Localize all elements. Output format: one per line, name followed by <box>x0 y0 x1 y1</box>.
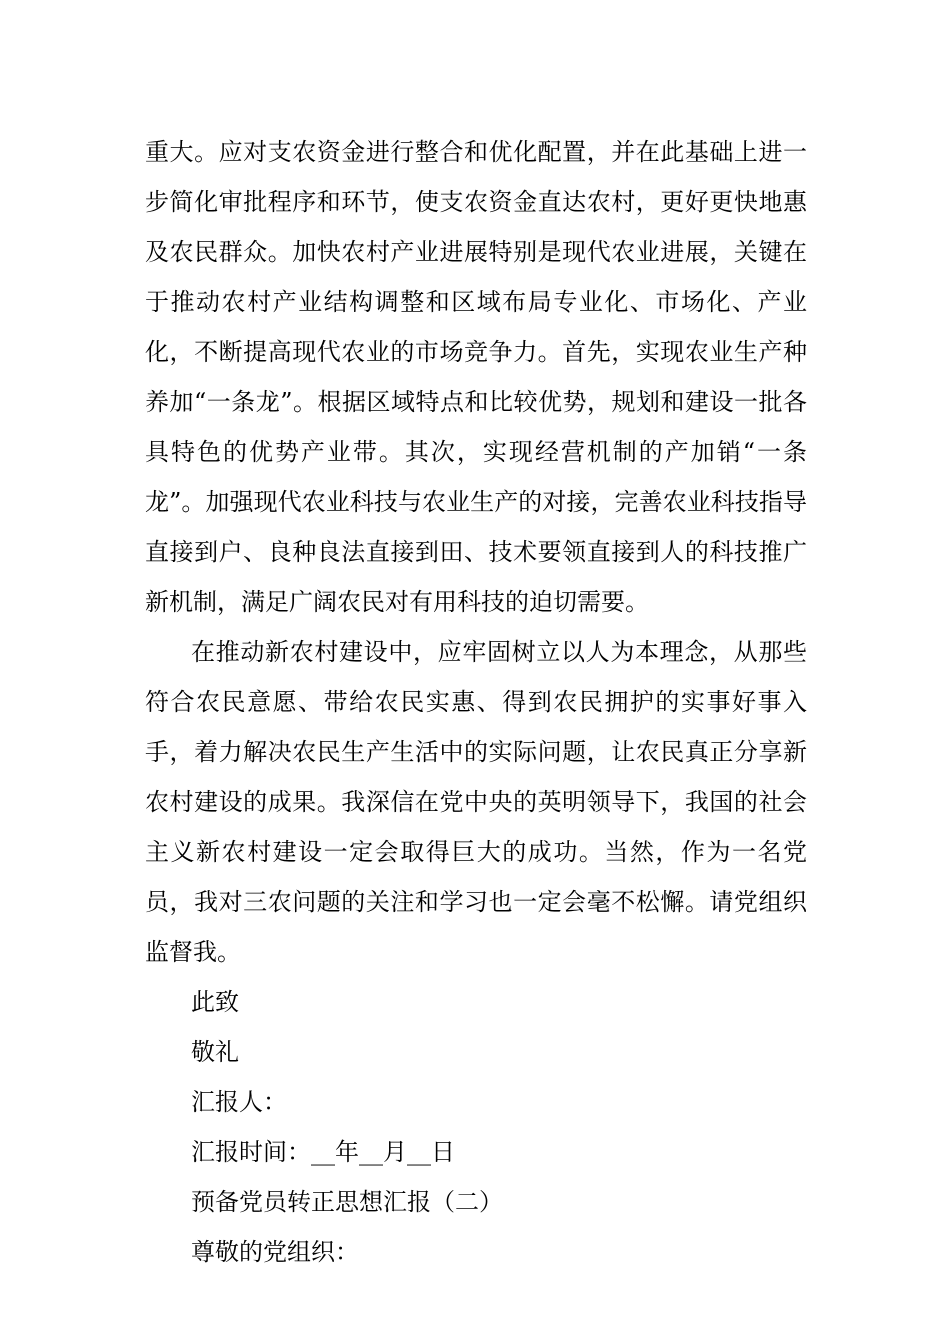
reporter-label: 汇报人： <box>191 1088 287 1116</box>
body-paragraph-1: 重大。应对支农资金进行整合和优化配置，并在此基础上进一步简化审批程序和环节，使支农资金直达农村，更好更快地惠及农民群众。加快农村产业进展特别是现代农业进展，关键在于推动农村产业结构调整和区域布局专业化、市场化、产业化，不断提高现代农业的市场竞争力。首先，实现农业生产种养加“一条龙”。根据区域特点和比较优势，规划和建设一批各具特色的优势产业带。其次，实现经营机制的产加销“一条龙”。加强现代农业科技与农业生产的对接，完善农业科技指导直接到户、良种良法直接到田、技术要领直接到人的科技推广新机制，满足广阔农民对有用科技的迫切需要。 <box>145 138 807 616</box>
greeting-line: 尊敬的党组织： <box>191 1238 359 1266</box>
salute-line: 敬礼 <box>191 1038 239 1066</box>
body-paragraph-2: 在推动新农村建设中，应牢固树立以人为本理念，从那些符合农民意愿、带给农民实惠、得到农民拥护的实事好事入手，着力解决农民生产生活中的实际问题，让农民真正分享新农村建设的成果。我深信在党中央的英明领导下，我国的社会主义新农村建设一定会取得巨大的成功。当然，作为一名党员，我对三农问题的关注和学习也一定会毫不松懈。请党组织监督我。 <box>145 638 807 966</box>
report-time-label: 汇报时间：__年__月__日 <box>191 1138 455 1166</box>
document-body <box>145 127 807 1277</box>
closing-line: 此致 <box>191 988 239 1016</box>
next-section-title: 预备党员转正思想汇报（二） <box>191 1188 503 1216</box>
